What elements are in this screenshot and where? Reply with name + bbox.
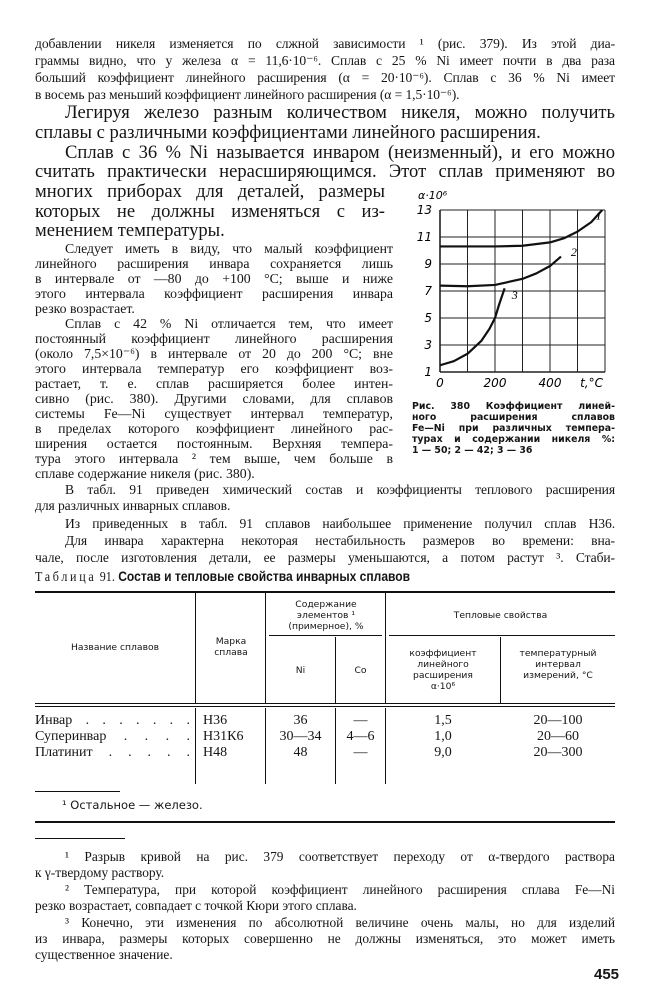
figure-380-chart — [400, 190, 620, 395]
paragraph-invar-intro — [35, 143, 615, 182]
text-line: ¹ Разрыв кривой на рис. 379 соответствует переходу от α-твердого раствора — [65, 849, 615, 864]
curve-label: 1 — [595, 208, 602, 223]
page-footnotes — [35, 849, 615, 964]
paragraph-h36 — [35, 515, 615, 532]
text-line: (около 7,5×10⁻⁶) в интервале от 20 до 200 °C; вне — [35, 346, 393, 361]
y-axis-label: α·10⁶ — [418, 189, 448, 202]
table-divider — [195, 708, 196, 784]
cell-ni: 48 — [293, 745, 308, 760]
text-line: Из приведенных в табл. 91 сплавов наибольшее применение получил сплав Н36. — [65, 516, 615, 531]
figure-caption — [412, 401, 615, 456]
table-header-rule — [35, 703, 615, 704]
table-caption-title: Состав и тепловые свойства инварных сплавов — [118, 569, 411, 584]
header-alloy-name: Название сплавов — [70, 642, 160, 653]
table-footnote: ¹ Остальное — железо. — [62, 798, 203, 812]
text-line: постоянный коэффициент линейного расширения — [35, 331, 393, 346]
text-line: этого интервала температур его коэффициент воз- — [35, 361, 393, 376]
cell-alloy-name: Инвар . . . . . . . — [35, 713, 190, 728]
cell-brand: Н48 — [203, 745, 228, 760]
header-thermal: Тепловые свойства — [453, 610, 548, 621]
text-line: этого интервала коэффициент расширения инвара — [35, 286, 393, 301]
table-footnote-rule — [35, 791, 120, 792]
cell-temp-range: 20—300 — [533, 745, 583, 760]
y-tick-label: 5 — [424, 311, 432, 325]
table-divider — [265, 593, 266, 703]
text-line: ного расширения сплавов — [412, 412, 615, 423]
table-caption-prefix: Таблица — [35, 569, 97, 584]
header-co: Co — [354, 665, 367, 676]
table-bottom-rule — [35, 821, 615, 823]
text-line: Сплав с 36 % Ni называется инваром (неизменный), и его можно — [65, 141, 615, 163]
text-line: 1 — 50; 2 — 42; 3 — 36 — [412, 445, 533, 456]
y-tick-label: 3 — [424, 338, 432, 352]
text-line: ² Температура, при которой коэффициент линейного расширения сплава Fe—Ni — [65, 881, 615, 897]
cell-co: — — [353, 745, 368, 760]
cell-coefficient: 1,0 — [434, 729, 452, 744]
text-line: Для инвара характерна некоторая нестабильность размеров во времени: вна- — [65, 533, 615, 548]
header-coefficient: коэффициент линейного расширения α·10⁶ — [409, 648, 477, 692]
table-caption — [35, 569, 410, 585]
header-brand: Марка сплава — [214, 636, 248, 658]
text-line: считать практически нерасширяющимся. Этот сплав применяют во — [35, 161, 615, 183]
paragraph-invar-interval — [35, 241, 393, 316]
page-number: 455 — [594, 966, 620, 983]
text-line: в восемь раз меньший коэффициент линейного расширения (α = 1,5·10⁻⁶). — [35, 87, 460, 102]
text-line: Сплав с 42 % Ni отличается тем, что имеет — [65, 316, 393, 331]
table-sub-rule — [389, 635, 615, 636]
text-line: к γ-твердому раствору. — [35, 865, 165, 881]
text-line: ³ Конечно, эти изменения по абсолютной величине очень малы, но для изделий — [65, 914, 615, 930]
x-tick-label: 200 — [483, 376, 507, 390]
text-line: многих приборах для деталей, размеры — [35, 181, 385, 202]
paragraph-invar-intro-cont — [35, 182, 385, 241]
text-line: менением температуры. — [35, 220, 225, 242]
text-line: сивно (рис. 380). Другими словами, для сплавов — [35, 391, 393, 406]
paragraph-alloying — [35, 103, 615, 142]
y-tick-label: 9 — [424, 257, 432, 271]
cell-ni: 30—34 — [279, 729, 322, 744]
text-line: Легируя железо разным количеством никеля, можно получить — [65, 102, 615, 123]
text-line: системы Fe—Ni существует интервал температур, — [35, 406, 393, 421]
y-tick-label: 7 — [424, 284, 432, 298]
text-line: ширения остается постоянным. Верхняя темпера- — [35, 436, 393, 451]
header-ni: Ni — [295, 665, 306, 676]
table-header-rule — [35, 706, 615, 707]
cell-alloy-name: Платинит . . . . . — [35, 745, 190, 760]
text-line: граммы видно, что у железа α = 11,6·10⁻⁶. Сплав с 25 % Ni имеет почти в два раза — [35, 53, 615, 68]
x-tick-label: 400 — [538, 376, 562, 390]
y-tick-label: 13 — [416, 203, 432, 217]
text-line: растает, т. е. сплав расширяется более интен- — [35, 376, 393, 391]
text-line: чале, после изготовления детали, ее размеры уменьшаются, а потом растут ³. Стаби- — [35, 549, 615, 565]
cell-ni: 36 — [293, 713, 308, 728]
cell-co: 4—6 — [346, 729, 375, 744]
table-top-rule — [35, 591, 615, 593]
table-sub-rule — [269, 635, 382, 636]
y-tick-label: 11 — [416, 230, 432, 244]
cell-temp-range: 20—100 — [533, 713, 583, 728]
table-divider — [500, 637, 501, 703]
footnotes-rule — [35, 838, 125, 839]
cell-temp-range: 20—60 — [537, 729, 579, 744]
paragraph-nickel-dependence — [35, 35, 615, 103]
cell-coefficient: 9,0 — [434, 745, 452, 760]
header-content: Содержание элементов ¹ (примерное), % — [288, 599, 364, 632]
text-line: добавлении никеля изменяется по слжной зависимости ¹ (рис. 379). Из этой диа- — [35, 36, 615, 51]
text-line: Следует иметь в виду, что малый коэффициент — [65, 241, 393, 256]
x-axis-label: t,°C — [580, 376, 603, 390]
x-tick-label: 0 — [436, 376, 444, 390]
paragraph-instability — [35, 533, 615, 566]
text-line: сплавы с различными коэффициентами линейного расширения. — [35, 121, 541, 143]
text-line: турах и содержании никеля %: — [412, 434, 615, 445]
text-line: линейного расширения инвара сохраняется лишь — [35, 256, 393, 271]
text-line: сплаве содержание никеля (рис. 380). — [35, 466, 255, 481]
text-line: в интервале от —80 до +100 °C; выше и ниже — [35, 271, 393, 286]
text-line: Рис. 380 Коэффициент линей- — [412, 401, 615, 412]
y-tick-label: 1 — [424, 365, 432, 379]
text-line: из инвара, размеры которых совершенно не должны изменяться, это может иметь — [35, 931, 615, 947]
text-line: тура этого интервала ² тем выше, чем больше в — [35, 451, 393, 466]
curve-label: 3 — [511, 288, 518, 303]
text-line: в пределах которого коэффициент линейного рас- — [35, 421, 393, 436]
cell-coefficient: 1,5 — [434, 713, 452, 728]
curve-label: 2 — [570, 244, 577, 259]
paragraph-table-ref — [35, 482, 615, 515]
header-temp-range: температурный интервал измерений, °C — [519, 648, 597, 681]
paragraph-42-ni — [35, 316, 393, 481]
cell-co: — — [353, 713, 368, 728]
cell-alloy-name: Суперинвар . . . . — [35, 729, 190, 744]
cell-brand: Н31К6 — [203, 729, 244, 744]
text-line: Fe—Ni при различных темпера- — [412, 423, 615, 434]
text-line: резко возрастает, совпадает с точкой Кюри этого сплава. — [35, 898, 357, 914]
curve-2 — [440, 257, 561, 287]
text-line: больший коэффициент линейного расширения (α = 20·10⁻⁶). Сплав с 36 % Ni имеет — [35, 70, 615, 85]
table-caption-number: 91. — [99, 569, 115, 584]
text-line: В табл. 91 приведен химический состав и коэффициенты теплового расширения — [65, 481, 615, 497]
table-divider — [195, 593, 196, 703]
text-line: резко возрастает. — [35, 301, 135, 316]
cell-brand: Н36 — [203, 713, 228, 728]
text-line: для различных инварных сплавов. — [35, 498, 231, 513]
text-line: существенное значение. — [35, 947, 173, 963]
text-line: которых не должны изменяться с из- — [35, 200, 385, 222]
